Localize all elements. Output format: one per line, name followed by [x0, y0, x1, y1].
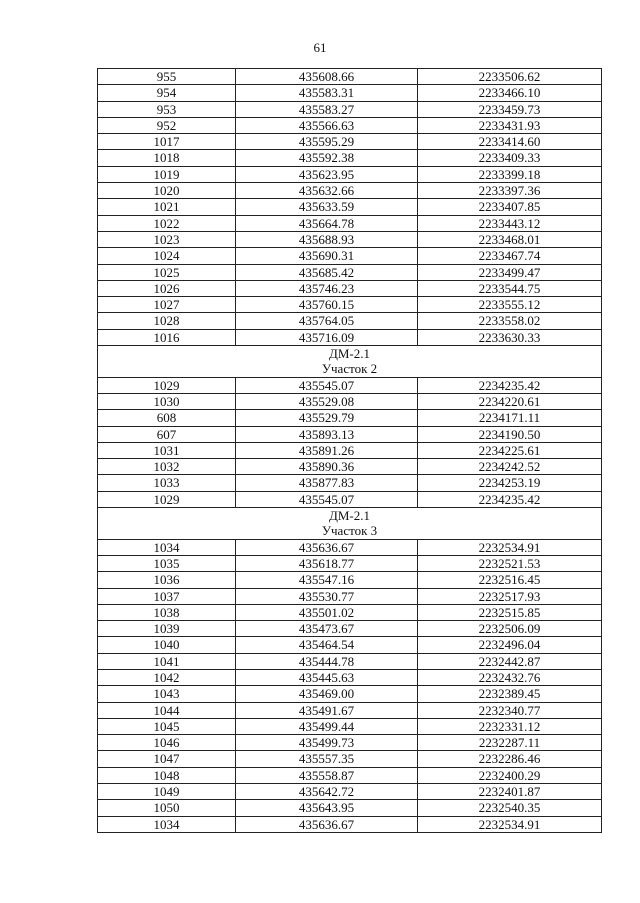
point-number-cell: 1043	[98, 686, 236, 702]
y-coordinate-cell: 2232540.35	[418, 800, 602, 816]
x-coordinate-cell: 435716.09	[236, 329, 418, 345]
table-row	[98, 199, 602, 215]
y-coordinate-cell: 2234235.42	[418, 377, 602, 393]
y-coordinate-cell: 2233397.36	[418, 183, 602, 199]
point-number-cell: 1027	[98, 297, 236, 313]
table-row	[98, 555, 602, 571]
point-number-cell: 954	[98, 85, 236, 101]
point-number-cell: 1016	[98, 329, 236, 345]
point-number-cell: 1025	[98, 264, 236, 280]
y-coordinate-cell: 2233443.12	[418, 215, 602, 231]
x-coordinate-cell: 435643.95	[236, 800, 418, 816]
point-number-cell: 1035	[98, 555, 236, 571]
point-number-cell: 1024	[98, 248, 236, 264]
point-number-cell: 1041	[98, 653, 236, 669]
point-number-cell: 608	[98, 410, 236, 426]
table-row	[98, 134, 602, 150]
table-row	[98, 800, 602, 816]
y-coordinate-cell: 2233466.10	[418, 85, 602, 101]
y-coordinate-cell: 2232534.91	[418, 539, 602, 555]
point-number-cell: 1050	[98, 800, 236, 816]
plot-label: Участок 2	[321, 361, 378, 377]
section-header-row	[98, 346, 602, 378]
x-coordinate-cell: 435530.77	[236, 588, 418, 604]
table-row	[98, 637, 602, 653]
x-coordinate-cell: 435618.77	[236, 555, 418, 571]
y-coordinate-cell: 2234190.50	[418, 426, 602, 442]
table-row	[98, 377, 602, 393]
table-row	[98, 539, 602, 555]
point-number-cell: 1049	[98, 784, 236, 800]
x-coordinate-cell: 435685.42	[236, 264, 418, 280]
y-coordinate-cell: 2234253.19	[418, 475, 602, 491]
table-row	[98, 475, 602, 491]
table-row	[98, 735, 602, 751]
x-coordinate-cell: 435529.08	[236, 393, 418, 409]
x-coordinate-cell: 435557.35	[236, 751, 418, 767]
point-number-cell: 1017	[98, 134, 236, 150]
table-row	[98, 410, 602, 426]
x-coordinate-cell: 435764.05	[236, 313, 418, 329]
x-coordinate-cell: 435891.26	[236, 442, 418, 458]
x-coordinate-cell: 435636.67	[236, 539, 418, 555]
zone-label: ДМ-2.1	[328, 508, 370, 524]
x-coordinate-cell: 435642.72	[236, 784, 418, 800]
x-coordinate-cell: 435545.07	[236, 377, 418, 393]
table-row	[98, 784, 602, 800]
point-number-cell: 1044	[98, 702, 236, 718]
table-row	[98, 248, 602, 264]
y-coordinate-cell: 2232287.11	[418, 735, 602, 751]
y-coordinate-cell: 2232286.46	[418, 751, 602, 767]
x-coordinate-cell: 435664.78	[236, 215, 418, 231]
section-header-row	[98, 508, 602, 540]
table-row	[98, 442, 602, 458]
table-row	[98, 183, 602, 199]
y-coordinate-cell: 2232521.53	[418, 555, 602, 571]
x-coordinate-cell: 435633.59	[236, 199, 418, 215]
point-number-cell: 1040	[98, 637, 236, 653]
table-row	[98, 393, 602, 409]
table-row	[98, 588, 602, 604]
y-coordinate-cell: 2234242.52	[418, 459, 602, 475]
y-coordinate-cell: 2232517.93	[418, 588, 602, 604]
table-row	[98, 702, 602, 718]
x-coordinate-cell: 435623.95	[236, 166, 418, 182]
point-number-cell: 953	[98, 101, 236, 117]
x-coordinate-cell: 435890.36	[236, 459, 418, 475]
point-number-cell: 1022	[98, 215, 236, 231]
x-coordinate-cell: 435690.31	[236, 248, 418, 264]
x-coordinate-cell: 435608.66	[236, 69, 418, 85]
table-row	[98, 231, 602, 247]
table-row	[98, 459, 602, 475]
table-row	[98, 491, 602, 507]
table-row	[98, 669, 602, 685]
x-coordinate-cell: 435566.63	[236, 117, 418, 133]
x-coordinate-cell: 435499.73	[236, 735, 418, 751]
y-coordinate-cell: 2232496.04	[418, 637, 602, 653]
zone-label: ДМ-2.1	[328, 346, 370, 362]
point-number-cell: 1030	[98, 393, 236, 409]
point-number-cell: 1029	[98, 377, 236, 393]
table-row	[98, 751, 602, 767]
y-coordinate-cell: 2232331.12	[418, 718, 602, 734]
y-coordinate-cell: 2233467.74	[418, 248, 602, 264]
table-row	[98, 816, 602, 832]
point-number-cell: 1034	[98, 539, 236, 555]
x-coordinate-cell: 435547.16	[236, 572, 418, 588]
y-coordinate-cell: 2233399.18	[418, 166, 602, 182]
y-coordinate-cell: 2232516.45	[418, 572, 602, 588]
y-coordinate-cell: 2234220.61	[418, 393, 602, 409]
table-row	[98, 215, 602, 231]
section-header	[98, 508, 602, 540]
x-coordinate-cell: 435632.66	[236, 183, 418, 199]
x-coordinate-cell: 435636.67	[236, 816, 418, 832]
y-coordinate-cell: 2233407.85	[418, 199, 602, 215]
y-coordinate-cell: 2232534.91	[418, 816, 602, 832]
x-coordinate-cell: 435583.27	[236, 101, 418, 117]
x-coordinate-cell: 435545.07	[236, 491, 418, 507]
point-number-cell: 1031	[98, 442, 236, 458]
table-row	[98, 426, 602, 442]
table-row	[98, 69, 602, 85]
x-coordinate-cell: 435491.67	[236, 702, 418, 718]
table-row	[98, 313, 602, 329]
y-coordinate-cell: 2233431.93	[418, 117, 602, 133]
y-coordinate-cell: 2233499.47	[418, 264, 602, 280]
table-row	[98, 264, 602, 280]
y-coordinate-cell: 2232515.85	[418, 604, 602, 620]
x-coordinate-cell: 435592.38	[236, 150, 418, 166]
x-coordinate-cell: 435595.29	[236, 134, 418, 150]
table-row	[98, 166, 602, 182]
table-row	[98, 150, 602, 166]
table-row	[98, 718, 602, 734]
point-number-cell: 1039	[98, 621, 236, 637]
y-coordinate-cell: 2233468.01	[418, 231, 602, 247]
table-row	[98, 280, 602, 296]
point-number-cell: 1029	[98, 491, 236, 507]
x-coordinate-cell: 435529.79	[236, 410, 418, 426]
x-coordinate-cell: 435499.44	[236, 718, 418, 734]
x-coordinate-cell: 435501.02	[236, 604, 418, 620]
y-coordinate-cell: 2233544.75	[418, 280, 602, 296]
y-coordinate-cell: 2232340.77	[418, 702, 602, 718]
point-number-cell: 1020	[98, 183, 236, 199]
point-number-cell: 1047	[98, 751, 236, 767]
y-coordinate-cell: 2233414.60	[418, 134, 602, 150]
point-number-cell: 1034	[98, 816, 236, 832]
section-header	[98, 346, 602, 378]
y-coordinate-cell: 2233555.12	[418, 297, 602, 313]
y-coordinate-cell: 2232432.76	[418, 669, 602, 685]
page-number: 61	[313, 40, 327, 55]
x-coordinate-cell: 435746.23	[236, 280, 418, 296]
point-number-cell: 1042	[98, 669, 236, 685]
coordinates-table	[97, 68, 602, 833]
point-number-cell: 1045	[98, 718, 236, 734]
y-coordinate-cell: 2233630.33	[418, 329, 602, 345]
plot-label: Участок 3	[321, 523, 378, 539]
x-coordinate-cell: 435464.54	[236, 637, 418, 653]
table-row	[98, 572, 602, 588]
point-number-cell: 1026	[98, 280, 236, 296]
table-row	[98, 767, 602, 783]
table-row	[98, 117, 602, 133]
table-row	[98, 653, 602, 669]
point-number-cell: 1028	[98, 313, 236, 329]
point-number-cell: 1019	[98, 166, 236, 182]
point-number-cell: 1032	[98, 459, 236, 475]
point-number-cell: 1036	[98, 572, 236, 588]
point-number-cell: 1033	[98, 475, 236, 491]
table-row	[98, 686, 602, 702]
x-coordinate-cell: 435473.67	[236, 621, 418, 637]
point-number-cell: 952	[98, 117, 236, 133]
y-coordinate-cell: 2234225.61	[418, 442, 602, 458]
y-coordinate-cell: 2232442.87	[418, 653, 602, 669]
y-coordinate-cell: 2232506.09	[418, 621, 602, 637]
y-coordinate-cell: 2232400.29	[418, 767, 602, 783]
table-row	[98, 101, 602, 117]
x-coordinate-cell: 435469.00	[236, 686, 418, 702]
point-number-cell: 1018	[98, 150, 236, 166]
coordinates-table-body	[98, 69, 602, 833]
x-coordinate-cell: 435444.78	[236, 653, 418, 669]
y-coordinate-cell: 2233558.02	[418, 313, 602, 329]
table-row	[98, 621, 602, 637]
y-coordinate-cell: 2234235.42	[418, 491, 602, 507]
point-number-cell: 1023	[98, 231, 236, 247]
x-coordinate-cell: 435583.31	[236, 85, 418, 101]
table-row	[98, 85, 602, 101]
y-coordinate-cell: 2234171.11	[418, 410, 602, 426]
table-row	[98, 604, 602, 620]
y-coordinate-cell: 2233506.62	[418, 69, 602, 85]
point-number-cell: 1046	[98, 735, 236, 751]
y-coordinate-cell: 2232389.45	[418, 686, 602, 702]
table-row	[98, 297, 602, 313]
y-coordinate-cell: 2233459.73	[418, 101, 602, 117]
x-coordinate-cell: 435877.83	[236, 475, 418, 491]
point-number-cell: 1038	[98, 604, 236, 620]
point-number-cell: 1037	[98, 588, 236, 604]
x-coordinate-cell: 435893.13	[236, 426, 418, 442]
x-coordinate-cell: 435445.63	[236, 669, 418, 685]
y-coordinate-cell: 2232401.87	[418, 784, 602, 800]
x-coordinate-cell: 435558.87	[236, 767, 418, 783]
point-number-cell: 607	[98, 426, 236, 442]
x-coordinate-cell: 435760.15	[236, 297, 418, 313]
point-number-cell: 1021	[98, 199, 236, 215]
y-coordinate-cell: 2233409.33	[418, 150, 602, 166]
point-number-cell: 955	[98, 69, 236, 85]
x-coordinate-cell: 435688.93	[236, 231, 418, 247]
point-number-cell: 1048	[98, 767, 236, 783]
table-row	[98, 329, 602, 345]
